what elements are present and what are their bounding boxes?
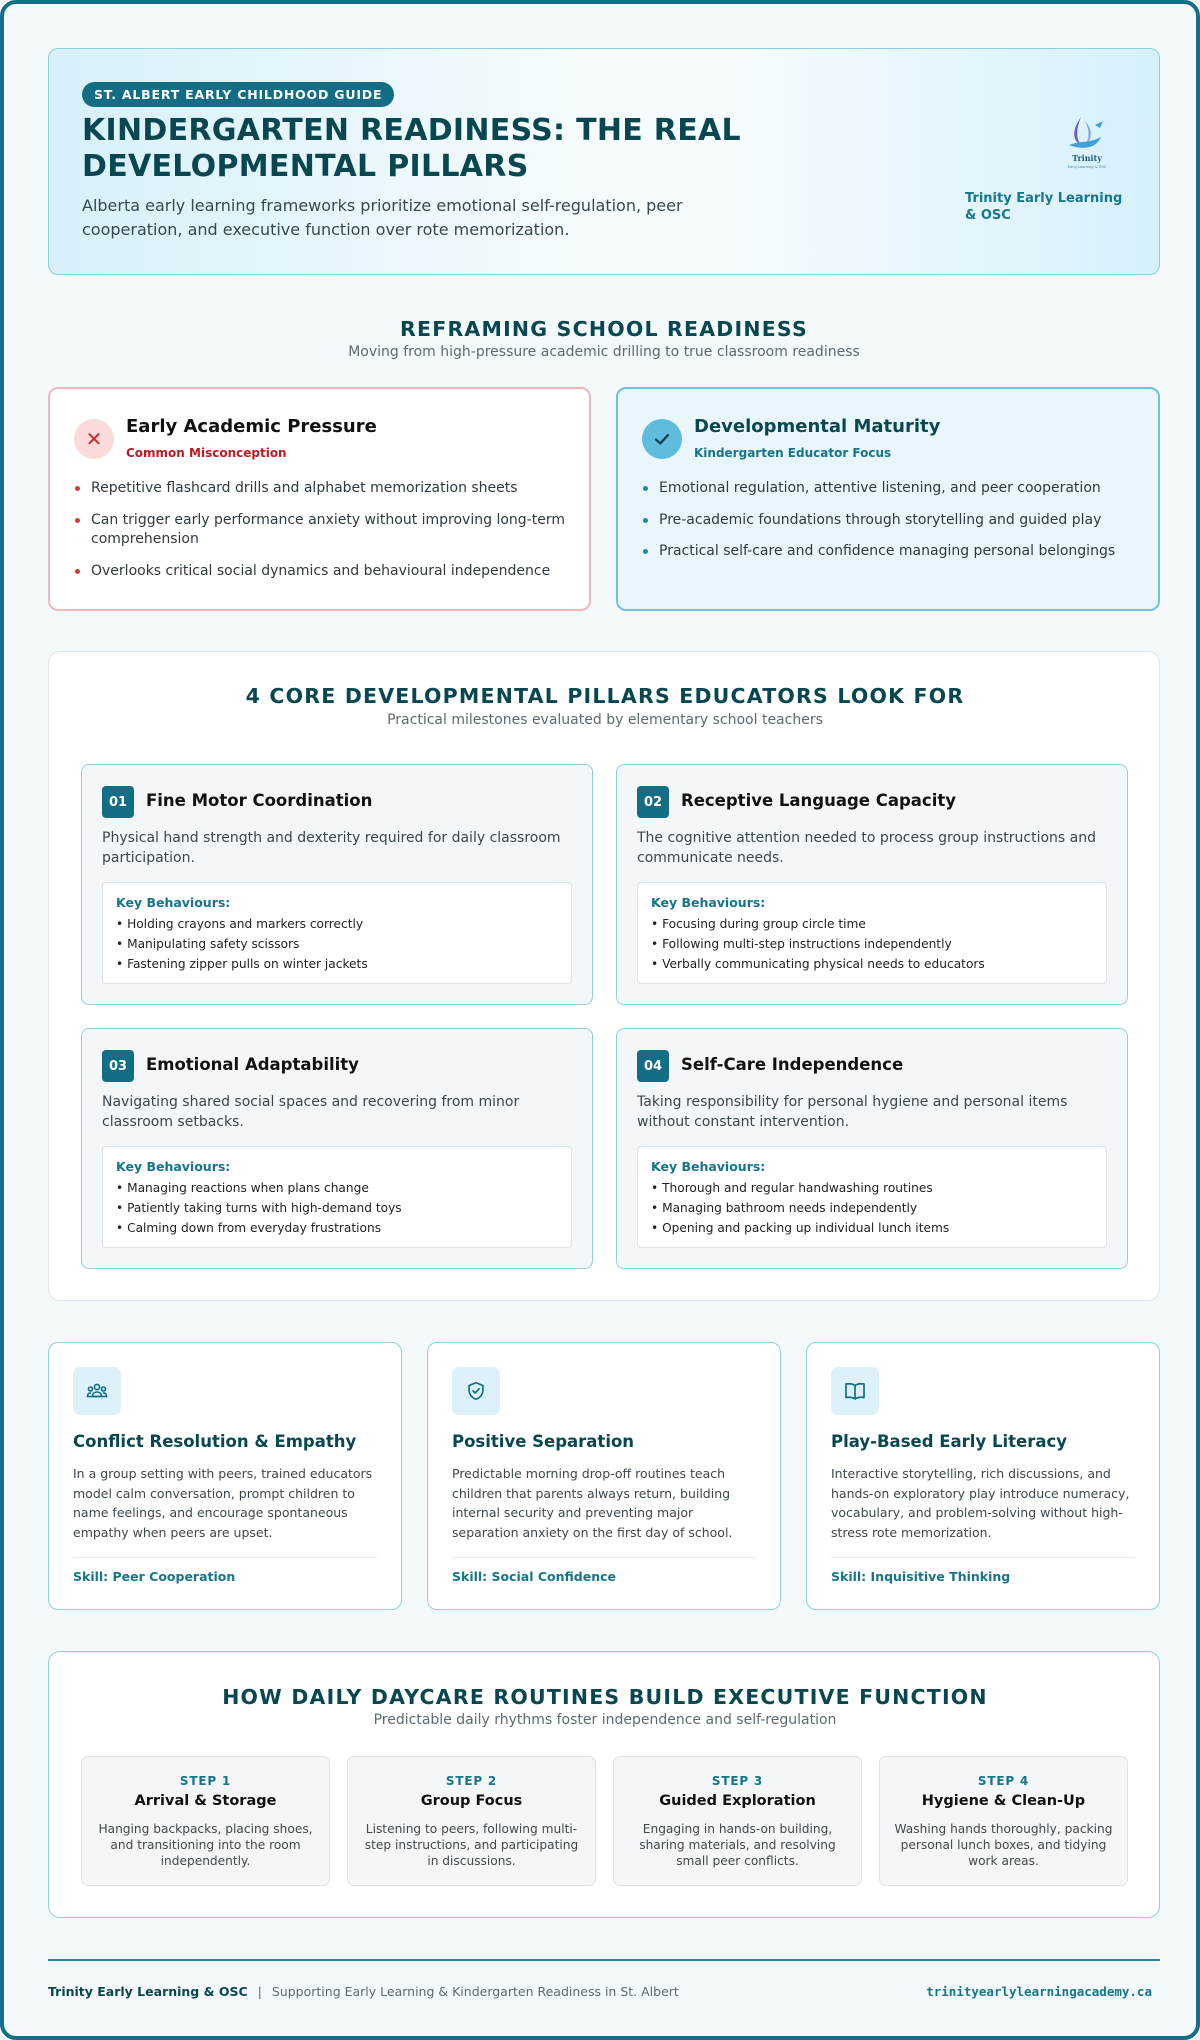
pillars-title: 4 CORE DEVELOPMENTAL PILLARS EDUCATORS LOOK FOR xyxy=(245,684,965,708)
pillar-number: 02 xyxy=(637,786,669,818)
pillar-number: 04 xyxy=(637,1050,669,1082)
key-behaviours-label: Key Behaviours: xyxy=(651,895,766,910)
pillar-card-fine-motor xyxy=(81,764,593,1005)
list-item: Emotional regulation, attentive listening, and peer cooperation xyxy=(642,479,1142,499)
footer-url-link[interactable]: trinityearlylearningacademy.ca xyxy=(926,1984,1152,1999)
maturity-tag: Kindergarten Educator Focus xyxy=(694,446,892,460)
pillar-card-receptive-language xyxy=(616,764,1128,1005)
footer-divider xyxy=(48,1959,1160,1961)
maturity-list xyxy=(642,479,1142,574)
reframing-title: REFRAMING SCHOOL READINESS xyxy=(400,317,808,341)
skill-label: Skill: Social Confidence xyxy=(452,1569,617,1584)
step-label: STEP 4 xyxy=(977,1774,1030,1788)
misconception-card xyxy=(48,387,591,611)
misconception-title: Early Academic Pressure xyxy=(126,416,377,437)
divider xyxy=(452,1557,756,1558)
pillar-title: Fine Motor Coordination xyxy=(146,791,373,810)
step-title: Hygiene & Clean-Up xyxy=(921,1793,1086,1809)
skill-title: Positive Separation xyxy=(452,1432,635,1451)
check-icon xyxy=(642,419,682,459)
pillar-desc: Physical hand strength and dexterity required for daily classroom participation. xyxy=(102,830,561,866)
list-item: Can trigger early performance anxiety without improving long-term comprehension xyxy=(74,511,574,550)
skill-card-early-literacy xyxy=(806,1342,1160,1610)
pillars-section xyxy=(48,651,1160,1301)
behaviour-item: • Manipulating safety scissors xyxy=(116,937,300,951)
routine-step xyxy=(613,1756,862,1886)
skill-desc: In a group setting with peers, trained educators model calm conversation, prompt children to name feelings, and encourage spontaneous empathy when peers are upset. xyxy=(73,1466,373,1540)
step-label: STEP 1 xyxy=(179,1774,232,1788)
key-behaviours-box xyxy=(102,882,572,984)
key-behaviours-box xyxy=(102,1146,572,1248)
misconception-list xyxy=(74,479,574,593)
pillar-number: 03 xyxy=(102,1050,134,1082)
step-desc: Hanging backpacks, placing shoes, and transitioning into the room independently. xyxy=(98,1822,313,1868)
skill-title: Play-Based Early Literacy xyxy=(831,1432,1068,1451)
pillar-number: 01 xyxy=(102,786,134,818)
pillar-desc: Taking responsibility for personal hygiene and personal items without constant intervention. xyxy=(637,1094,1068,1130)
pillar-title: Emotional Adaptability xyxy=(146,1055,359,1074)
behaviour-item: • Holding crayons and markers correctly xyxy=(116,917,364,931)
step-label: STEP 3 xyxy=(711,1774,764,1788)
org-name: Trinity Early Learning & OSC xyxy=(965,191,1123,223)
footer-separator: | xyxy=(257,1984,262,1999)
footer-org: Trinity Early Learning & OSC xyxy=(48,1984,248,1999)
logo-wordmark: Trinity xyxy=(1072,153,1102,163)
misconception-tag: Common Misconception xyxy=(126,446,287,460)
people-icon xyxy=(73,1367,121,1415)
skill-desc: Interactive storytelling, rich discussions, and hands-on exploratory play introduce numeracy, vocabulary, and problem-solving without high-stress rote memorization. xyxy=(831,1466,1130,1540)
behaviour-item: • Thorough and regular handwashing routines xyxy=(651,1181,933,1195)
logo-subwordmark: Early Learning & OSC xyxy=(1067,165,1107,169)
skill-title: Conflict Resolution & Empathy xyxy=(73,1432,357,1451)
page-subtitle: Alberta early learning frameworks prioritize emotional self-regulation, peer cooperation, and executive function over rote memorization. xyxy=(82,196,683,239)
skill-card-conflict-resolution xyxy=(48,1342,402,1610)
step-desc: Washing hands thoroughly, packing personal lunch boxes, and tidying work areas. xyxy=(894,1822,1113,1868)
divider xyxy=(73,1557,377,1558)
routine-step xyxy=(879,1756,1128,1886)
list-item: Repetitive flashcard drills and alphabet memorization sheets xyxy=(74,479,574,499)
routine-step xyxy=(347,1756,596,1886)
pillar-card-self-care xyxy=(616,1028,1128,1269)
key-behaviours-label: Key Behaviours: xyxy=(651,1159,766,1174)
key-behaviours-box xyxy=(637,882,1107,984)
list-item: Pre-academic foundations through storytelling and guided play xyxy=(642,511,1142,531)
skill-card-positive-separation xyxy=(427,1342,781,1610)
step-desc: Engaging in hands-on building, sharing materials, and resolving small peer conflicts. xyxy=(639,1822,836,1868)
shield-check-icon xyxy=(452,1367,500,1415)
list-item: Overlooks critical social dynamics and behavioural independence xyxy=(74,562,574,582)
list-item: Practical self-care and confidence managing personal belongings xyxy=(642,542,1142,562)
pillar-card-emotional-adaptability xyxy=(81,1028,593,1269)
behaviour-item: • Focusing during group circle time xyxy=(651,917,866,931)
behaviour-item: • Fastening zipper pulls on winter jackets xyxy=(116,957,368,971)
maturity-card xyxy=(616,387,1160,611)
pillars-subtitle: Practical milestones evaluated by elementary school teachers xyxy=(387,712,823,728)
routine-step xyxy=(81,1756,330,1886)
behaviour-item: • Managing bathroom needs independently xyxy=(651,1201,918,1215)
maturity-title: Developmental Maturity xyxy=(694,416,941,437)
skill-label: Skill: Peer Cooperation xyxy=(73,1569,236,1584)
skill-desc: Predictable morning drop-off routines teach children that parents always return, building internal security and preventing major separation anxiety on the first day of school. xyxy=(452,1466,733,1540)
x-icon: ✕ xyxy=(74,419,114,459)
step-title: Group Focus xyxy=(420,1793,523,1809)
pillar-title: Self-Care Independence xyxy=(681,1055,904,1074)
footer-text xyxy=(48,1984,679,1999)
divider xyxy=(831,1557,1135,1558)
step-label: STEP 2 xyxy=(445,1774,498,1788)
key-behaviours-label: Key Behaviours: xyxy=(116,1159,231,1174)
pillar-desc: Navigating shared social spaces and recovering from minor classroom setbacks. xyxy=(102,1094,520,1130)
page-title: KINDERGARTEN READINESS: THE REAL DEVELOPMENTAL PILLARS xyxy=(82,113,741,184)
behaviour-item: • Opening and packing up individual lunch items xyxy=(651,1221,950,1235)
skill-label: Skill: Inquisitive Thinking xyxy=(831,1569,1011,1584)
behaviour-item: • Managing reactions when plans change xyxy=(116,1181,369,1195)
behaviour-item: • Verbally communicating physical needs to educators xyxy=(651,957,985,971)
behaviour-item: • Calming down from everyday frustrations xyxy=(116,1221,382,1235)
behaviour-item: • Patiently taking turns with high-demand toys xyxy=(116,1201,402,1215)
routines-section xyxy=(48,1651,1160,1918)
guide-badge: ST. ALBERT EARLY CHILDHOOD GUIDE xyxy=(82,82,394,107)
routines-title: HOW DAILY DAYCARE ROUTINES BUILD EXECUTIVE FUNCTION xyxy=(222,1685,988,1709)
hero-banner xyxy=(48,48,1160,275)
step-title: Arrival & Storage xyxy=(134,1793,277,1809)
routines-subtitle: Predictable daily rhythms foster independence and self-regulation xyxy=(373,1712,837,1728)
trinity-logo-icon xyxy=(1059,111,1115,171)
step-desc: Listening to peers, following multi-step instructions, and participating in discussions. xyxy=(364,1822,579,1868)
footer-tagline: Supporting Early Learning & Kindergarten Readiness in St. Albert xyxy=(271,1984,679,1999)
step-title: Guided Exploration xyxy=(659,1793,816,1809)
key-behaviours-label: Key Behaviours: xyxy=(116,895,231,910)
behaviour-item: • Following multi-step instructions independently xyxy=(651,937,952,951)
key-behaviours-box xyxy=(637,1146,1107,1248)
pillar-title: Receptive Language Capacity xyxy=(681,791,957,810)
reframing-subtitle: Moving from high-pressure academic drilling to true classroom readiness xyxy=(348,344,860,360)
pillar-desc: The cognitive attention needed to process group instructions and communicate needs. xyxy=(637,830,1097,866)
open-book-icon xyxy=(831,1367,879,1415)
